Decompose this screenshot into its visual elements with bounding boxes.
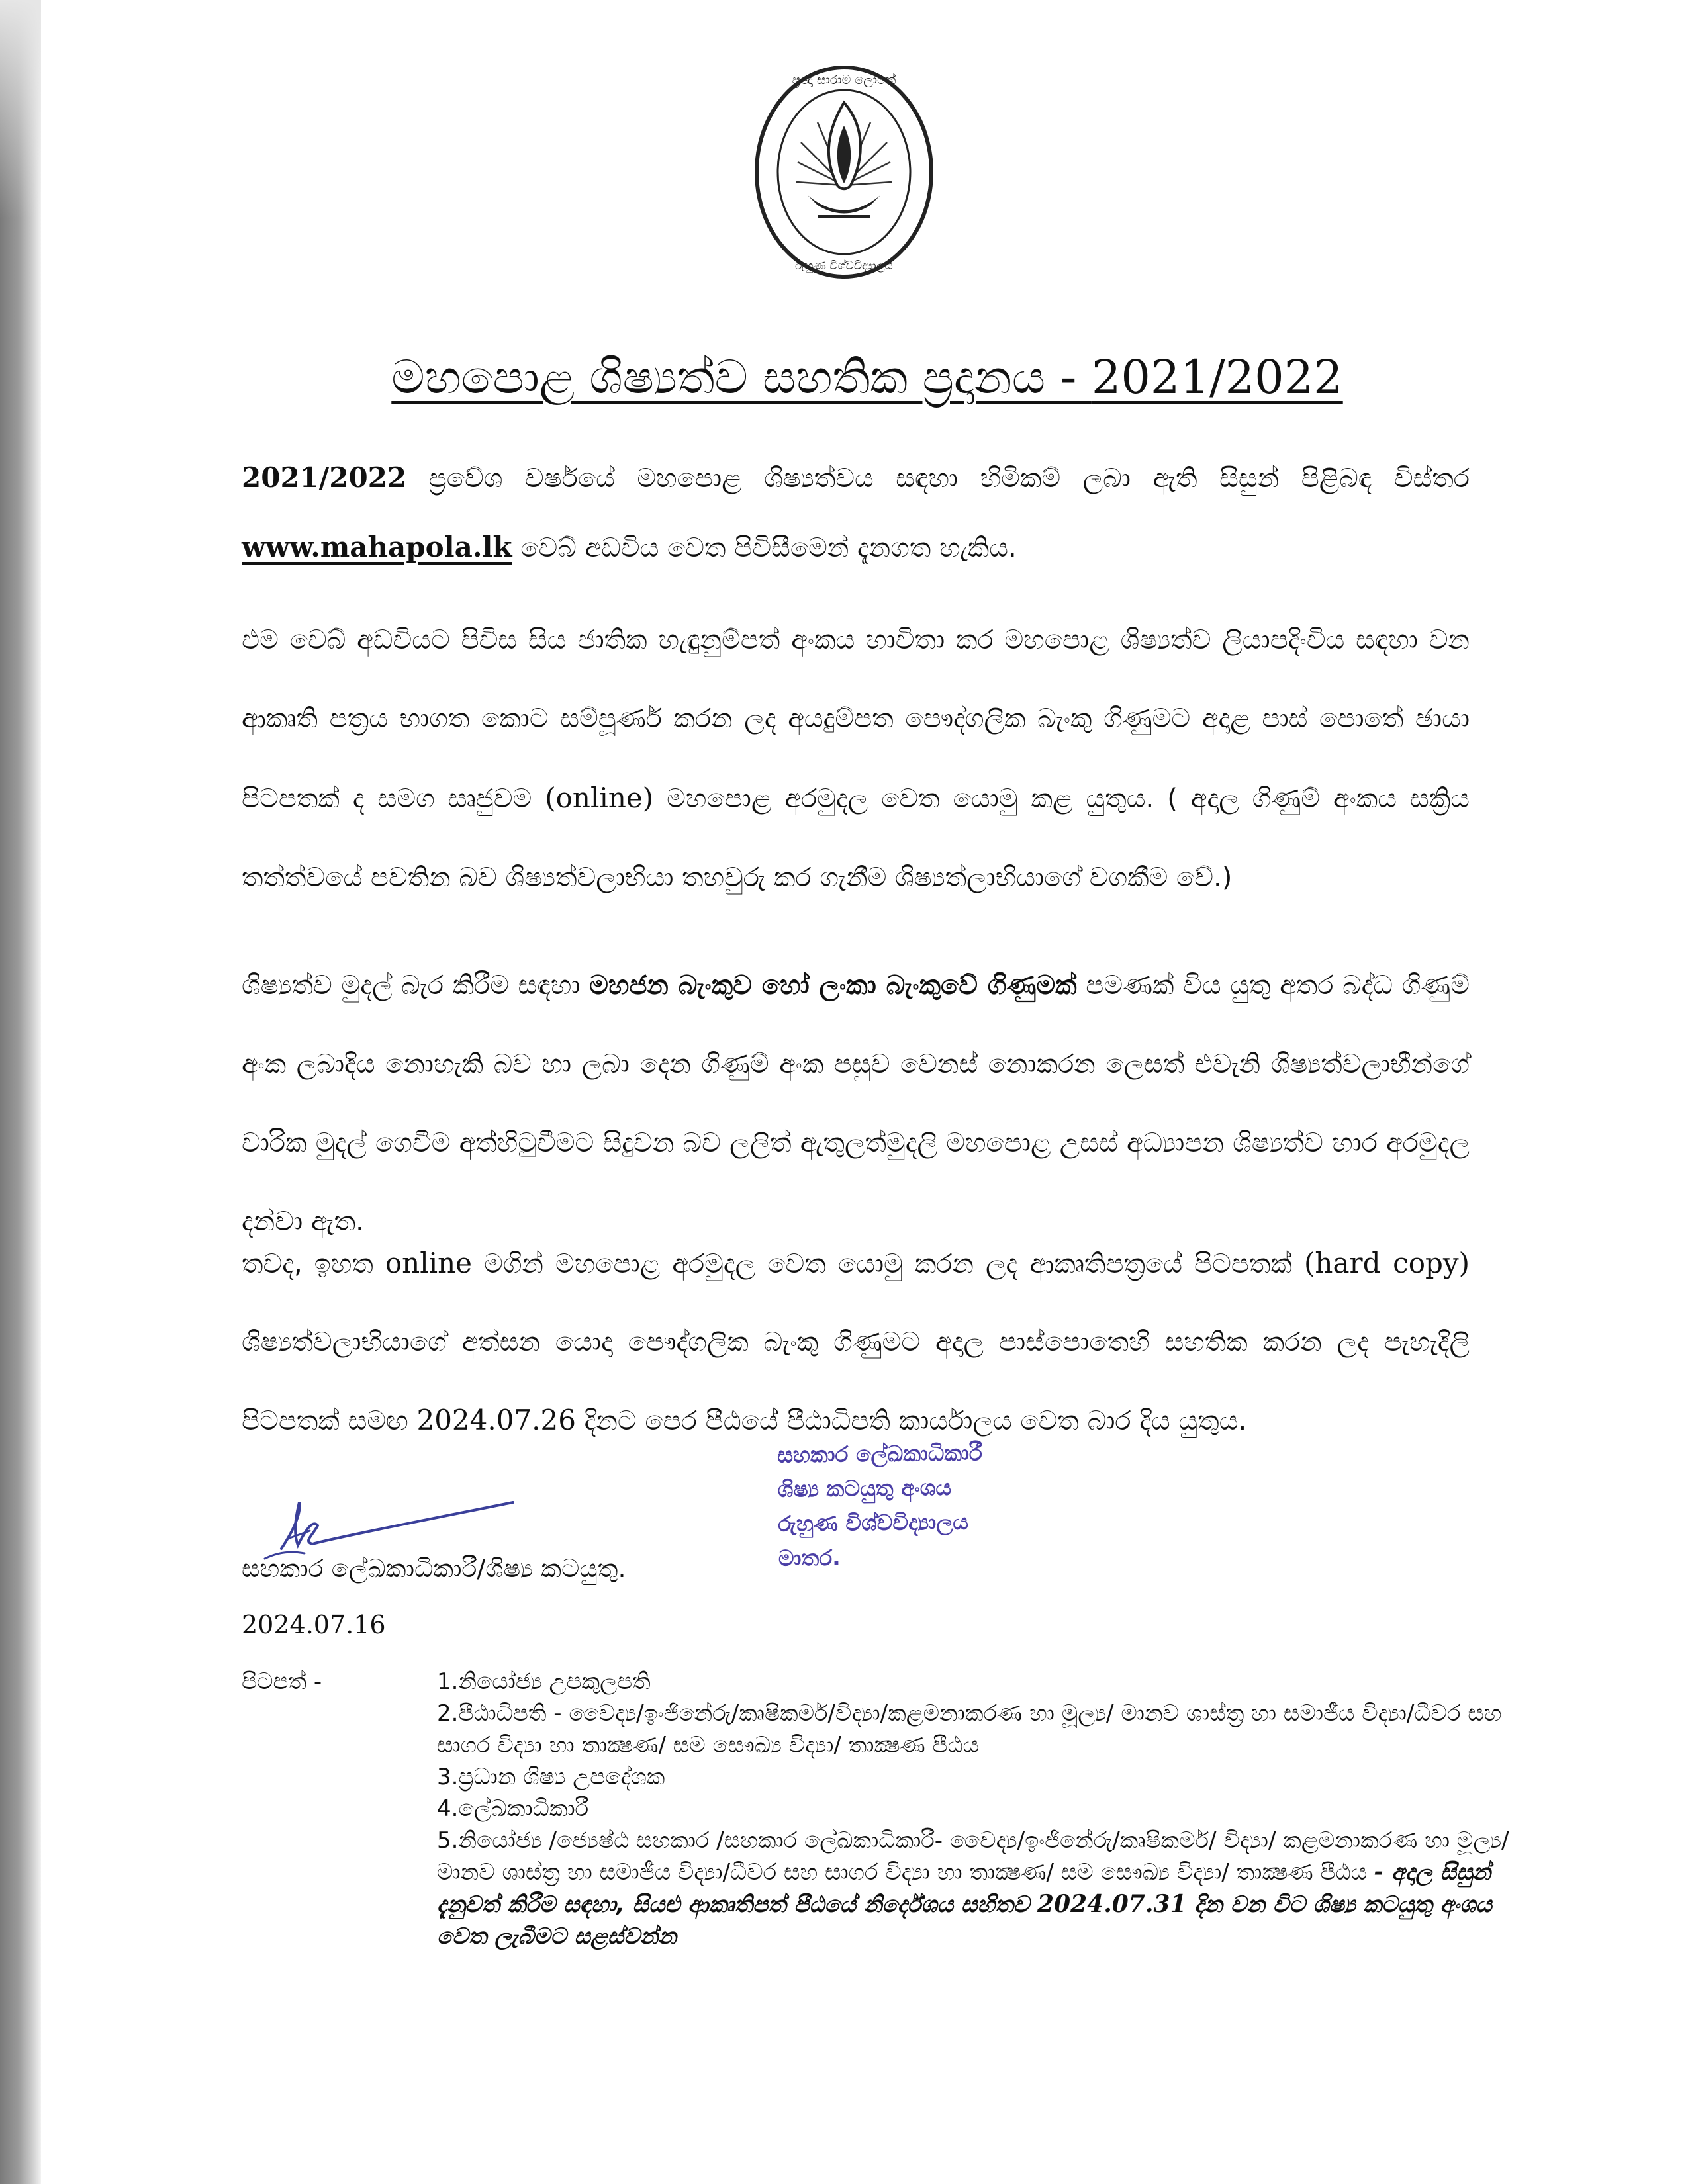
paragraph4-text-b: මගින් මහපොළ අරමුදල වෙත යොමු කරන ලද ආකෘතිපත්‍රයේ පිටපතක් bbox=[472, 1249, 1305, 1279]
page-title bbox=[238, 344, 1496, 410]
copies-note-text-a: - අදාල සිසුන් දැනුවත් කිරීම සඳහා, සියළු ආකෘතිපත් පීඨයේ නිර්දේශය සහිතව bbox=[437, 1859, 1491, 1918]
paragraph3-text-a: ශිෂ්‍යත්ව මුදල් බැර කිරීම සඳහා bbox=[242, 970, 590, 1001]
handwritten-signature bbox=[238, 1473, 536, 1565]
stamp-line-3: රුහුණ විශ්වවිද්‍යාලය bbox=[778, 1508, 969, 1537]
copy-recipient: 2.පීඨාධිපති - වෛද්‍ය/ඉංජිනේරු/කෘෂිකර්ම/විද්‍යා/කළමනාකරණ හා මූල්‍ය/ මානව ශාස්ත්‍ර හා සමාජීය විද්‍යා/ධීවර සහ සාගර විද්‍යා හා තාක්‍ෂණ/ සම සෞඛ්‍ය විද්‍යා/ තාක්‍ෂණ පීඨය bbox=[437, 1700, 1502, 1758]
copy-recipient: 4.ලේඛකාධිකාරී bbox=[437, 1796, 589, 1822]
title-year: 2021/2022 bbox=[1091, 350, 1343, 404]
signatory-title: සහකාර ලේඛකාධිකාරී/ශිෂ්‍ය කටයුතු. bbox=[242, 1554, 626, 1583]
copies-note-deadline: 2024.07.31 bbox=[1037, 1890, 1187, 1918]
submission-deadline: 2024.07.26 bbox=[416, 1404, 576, 1436]
paragraph-application-instructions bbox=[242, 601, 1470, 917]
scan-shadow-edge bbox=[0, 0, 41, 2184]
hard-copy-term: (hard copy) bbox=[1304, 1247, 1470, 1279]
scan-shadow-highlight bbox=[0, 0, 41, 218]
mahapola-website-link[interactable]: www.mahapola.lk bbox=[242, 531, 512, 563]
paragraph1-text-a: ප්‍රවේශ වර්ෂයේ මහපොළ ශිෂ්‍යත්වය සඳහා හිමිකම් ලබා ඇති සිසුන් පිළිබඳ විස්තර bbox=[406, 463, 1470, 494]
university-seal-logo bbox=[751, 63, 937, 281]
paragraph4-text-a: තවද, ඉහත bbox=[242, 1249, 385, 1279]
copy-recipient-with-note bbox=[437, 1825, 1509, 1952]
approved-banks: මහජන බැංකුව හෝ ලංකා බැංකුවේ ගිණුමක් bbox=[589, 970, 1077, 1001]
copies-label: පිටපත් - bbox=[242, 1668, 322, 1695]
online-term: (online) bbox=[545, 782, 654, 814]
copies-list bbox=[437, 1666, 1509, 1952]
paragraph2-text-a: එම වෙබ් අඩවියට පිවිස සිය ජාතික හැඳුනුම්පත් අංකය භාවිතා කර මහපොළ ශිෂ්‍යත්ව ලියාපදිංචිය සඳහා වන ආකෘති පත්‍රය භාගත කොට සම්පූර්ණ කරන ලද අයදුම්පත පෞද්ගලික බැංකු ගිණුමට අදාළ පාස් පොතේ ඡායා පිටපතක් ද සමග සෘජුවම bbox=[242, 625, 1470, 814]
copy-recipient: 1.නියෝජ්‍ය උපකුලපති bbox=[437, 1668, 651, 1695]
lamp-icon bbox=[808, 195, 880, 214]
stamp-line-2: ශිෂ්‍ය කටයුතු අංශය bbox=[777, 1474, 952, 1502]
copies-note-text-b: දින වන විට ශිෂ්‍ය කටයුතු අංශය වෙත ලැබීමට සළස්වන්න bbox=[437, 1891, 1492, 1950]
title-text: මහපොළ ශිෂ්‍යත්ව සහතික ප්‍රදානය - bbox=[391, 350, 1092, 404]
paragraph-hard-copy-submission bbox=[242, 1224, 1470, 1460]
paragraph-bank-account-rules bbox=[242, 946, 1470, 1261]
paragraph2-text-b: මහපොළ අරමුදල වෙත යොමු කළ යුතුය. ( අදාල ගිණුම් අංකය සක්‍රිය තත්ත්වයේ පවතින බව ශිෂ්‍යත්වලාභියා තහවුරු කර ගැනීම ශිෂ්‍යත්ලාභියාගේ වගකීම වේ.) bbox=[242, 784, 1470, 893]
paragraph4-text-d: දිනට පෙර පීඨයේ පීඨාධිපති කාර්යාලය වෙත බාර දිය යුතුය. bbox=[575, 1406, 1247, 1436]
seal-ring-text-bottom: රුහුණ විශ්වවිද්‍යාලය bbox=[795, 259, 893, 273]
seal-ring-text-top: ප්‍රඥා සාරාම ලෝකේ bbox=[792, 73, 896, 87]
paragraph1-text-b: වෙබ් අඩවිය වෙත පිවිසීමෙන් දැනගත හැකිය. bbox=[512, 533, 1017, 563]
online-term-2: online bbox=[385, 1247, 472, 1279]
academic-year: 2021/2022 bbox=[242, 461, 407, 494]
copy-recipient: 5.නියෝජ්‍ය /ජ්‍යෙෂ්ඨ සහකාර /සහකාර ලේඛකාධිකාරී- වෛද්‍ය/ඉංජිනේරු/කෘෂිකර්ම/ විද්‍යා/ කළමනාකරණ හා මූල්‍ය/ මානව ශාස්ත්‍ර හා සමාජීය විද්‍යා/ධීවර සහ සාගර විද්‍යා හා තාක්‍ෂණ/ සම සෞඛ්‍ය විද්‍යා/ තාක්‍ෂණ පීඨය bbox=[437, 1827, 1509, 1886]
paragraph-website-info bbox=[242, 443, 1470, 582]
copy-recipient: 3.ප්‍රධාන ශිෂ්‍ය උපදේශක bbox=[437, 1764, 665, 1790]
stamp-line-4: මාතර. bbox=[778, 1544, 841, 1571]
letter-date: 2024.07.16 bbox=[242, 1610, 386, 1639]
paragraph3-text-b: පමණක් විය යුතු අතර බද්ධ ගිණුම් අංක ලබාදිය නොහැකි බව හා ලබා දෙන ගිණුම් අංක පසුව වෙනස් නොකරන ලෙසත් එවැනි ශිෂ්‍යත්වලාභීන්ගේ වාරික මුදල් ගෙවීම අත්හිටුවීමට සිදුවන බව ලලිත් ඇතුලත්මුදලි මහපොළ උසස් අධ්‍යාපන ශිෂ්‍යත්ව භාර අරමුදල දන්වා ඇත. bbox=[242, 970, 1470, 1237]
official-stamp bbox=[777, 1434, 1123, 1575]
paragraph4-text-c: ශිෂ්‍යත්වලාභියාගේ අත්සන යොදා පෞද්ගලික බැංකු ගිණුමට අදාල පාස්පොතෙහි සහතික කරන ලද පැහැදිලි පිටපතක් සමඟ bbox=[242, 1327, 1470, 1436]
stamp-line-1: සහකාර ලේඛකාධිකාරී bbox=[776, 1439, 983, 1468]
